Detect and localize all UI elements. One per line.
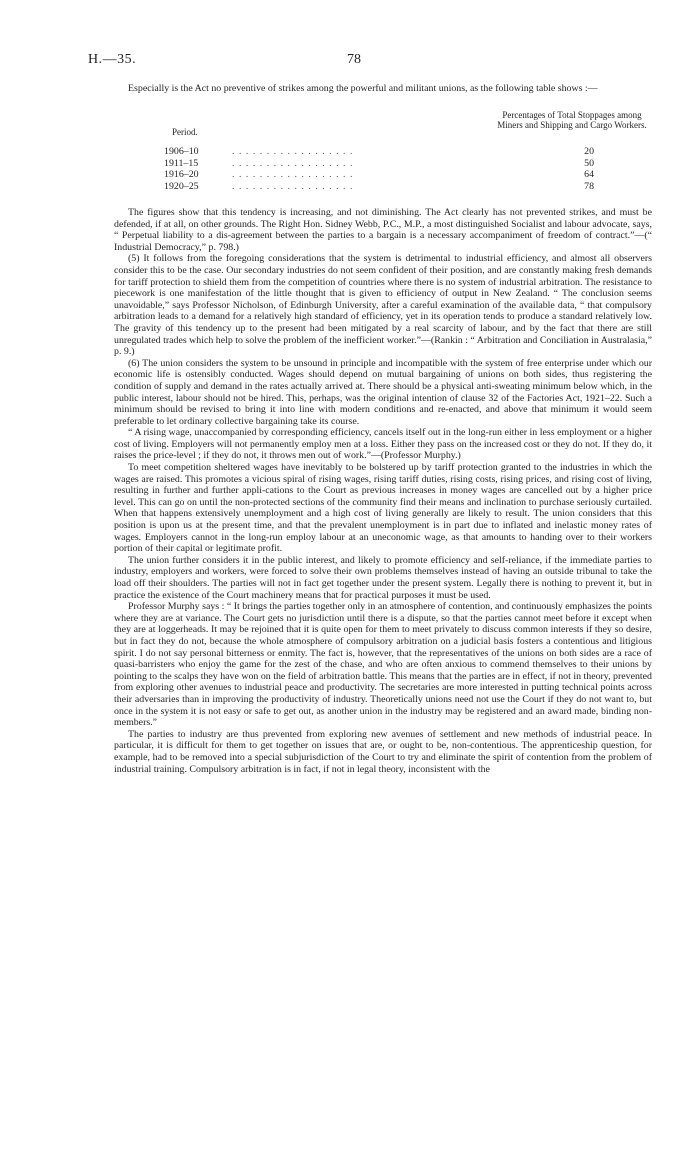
- page-number: 78: [347, 52, 361, 67]
- table-row: [114, 158, 652, 170]
- percentage-column-header: Percentages of Total Stoppages among Miners and Shipping and Cargo Workers.: [497, 110, 647, 131]
- leader-dots: . . . . . . . . . . . . . . . . . .: [232, 157, 354, 169]
- paragraph-figures: The figures show that this tendency is increasing, and not diminishing. The Act clearly has not prevented strikes, and must be defended, if at all, on other grounds. The Right Hon. Sidney Webb, P.C., M.P., a most distinguished Socialist and labour advocate, says, “ Perpetual liability to a dis-agreement between the parties to a bargain is a necessary accompaniment of freedom of contract.”—(“ Industrial Democracy,” p. 798.): [114, 207, 652, 253]
- table-cell-value: 50: [584, 157, 594, 169]
- table-cell-period: 1916–20: [164, 169, 199, 181]
- paragraph-murphy-contention: Professor Murphy says : “ It brings the parties together only in an atmosphere of contention, and continuously emphasizes the points where they are at variance. The Court gets no jurisdiction until there is a dispute, so that the parties cannot meet before it except when they are at loggerheads. It may be rejoined that it is quite open for them to meet privately to discuss common interests if they so desire, but in fact they do not, because the whole atmosphere of compulsory arbitration on a judicial basis fosters a contentious and litigious spirit. I do not say personal bitterness or enmity. The fact is, however, that the representatives of the unions on both sides are a race of quasi-barristers who enjoy the game for the zest of the chase, and who are often anxious to commend themselves to their unions by pointing to the scalps they have won on the field of arbitration battle. This means that the parties are in effect, if not in theory, prevented from exploring other avenues to industrial peace and productivity. The secretaries are more interested in putting technical points across their adversaries than in improving the productivity of industry. Theoretically unions need not use the Court if they do not want to, but once in the system it is not easy or safe to get out, as another union in the industry may be registered and an award made, binding non-members.”: [114, 601, 652, 729]
- table-row: [114, 169, 652, 181]
- body-paragraphs: [114, 207, 652, 775]
- stoppages-table: [114, 110, 652, 192]
- table-row: [114, 146, 652, 158]
- paragraph-5-efficiency: (5) It follows from the foregoing considerations that the system is detrimental to industrial efficiency, and almost all observers consider this to be the case. Our secondary industries do not seem confident of their position, and are constantly making fresh demands for tariff protection to shield them from the competition of countries where there is no system of industrial arbitration. The resistance to piecework is one manifestation of the little thought that is given to efficiency of output in New Zealand. “ The conclusion seems unavoidable,” says Professor Nicholson, of Edinburgh University, after a careful examination of the available data, “ that compulsory arbitration leads to a demand for a relatively high standard of efficiency, yet in its operation tends to produce a standard relatively low. The gravity of this tendency up to the present had been mitigated by a real scarcity of labour, and by the fact that there are still unregulated trades which help to solve the problem of the inefficient worker.”—(Rankin : “ Arbitration and Conciliation in Australasia,” p. 9.): [114, 253, 652, 358]
- paragraph-self-reliance: The union further considers it in the public interest, and likely to promote efficiency and self-reliance, if the immediate parties to industry, employers and workers, were forced to solve their own problems themselves instead of having an outside tribunal to take the load off their shoulders. The parties will not in fact get together under the present system. Legally there is nothing to prevent it, but in practice the existence of the Court machinery means that for practical purposes it must be used.: [114, 554, 652, 601]
- paragraph-quote-murphy-wage: “ A rising wage, unaccompanied by corresponding efficiency, cancels itself out in the long-run either in less employment or a higher cost of living. Employers will not permanently employ men at a loss. Either they pass on the increased cost or they do not. If they do, it raises the price-level ; if they do not, it throws men out of work.”—(Professor Murphy.): [114, 427, 652, 462]
- paragraph-tariff-spiral: To meet competition sheltered wages have inevitably to be bolstered up by tariff protection granted to the industries in which the wages are raised. This promotes a vicious spiral of rising wages, rising tariff duties, rising costs, rising prices, and rising cost of living, resulting in further and further appli-cations to the Court as previous increases in money wages are cancelled out by a higher price level. This can go on until the non-protected sections of the community find their means and inclination to purchase seriously curtailed. When that happens extensively unemployment and a high cost of living generally are likely to result. The union considers that this position is upon us at the present time, and that the prevalent unemployment is in part due to inflated and inelastic money rates of wages. Employers cannot in the long-run employ labour at an uneconomic wage, as that amounts to handing over to their workers portion of their capital or legitimate profit.: [114, 462, 652, 555]
- table-row: [114, 181, 652, 193]
- table-header: [114, 110, 652, 146]
- document-reference: H.—35.: [88, 52, 137, 67]
- leader-dots: . . . . . . . . . . . . . . . . . .: [232, 180, 354, 192]
- intro-text-block: [114, 83, 652, 95]
- table-cell-value: 20: [584, 146, 594, 157]
- period-column-header: Period.: [172, 127, 198, 137]
- table-cell-value: 78: [584, 180, 594, 192]
- table-cell-period: 1920–25: [164, 180, 199, 192]
- paragraph-6-principle: (6) The union considers the system to be unsound in principle and incompatible with the system of free enterprise under which our economic life is ostensibly conducted. Wages should depend on mutual bargaining of unions on both sides, thus registering the condition of supply and demand in the rates actually arrived at. There should be a physical anti-sweating minimum below which, in the public interest, labour should not be hired. This, perhaps, was the original intention of clause 32 of the Factories Act, 1921–22. Such a minimum should be revised to bring it into line with modern conditions and re-enacted, and above that minimum it would seem preferable to let ordinary collective bargaining take its course.: [114, 357, 652, 427]
- table-cell-period: 1911–15: [164, 157, 199, 169]
- leader-dots: . . . . . . . . . . . . . . . . . .: [232, 146, 354, 157]
- intro-paragraph: Especially is the Act no preventive of strikes among the powerful and militant unions, as the following table shows :—: [128, 83, 598, 94]
- table-cell-period: 1906–10: [164, 146, 199, 157]
- leader-dots: . . . . . . . . . . . . . . . . . .: [232, 169, 354, 181]
- paragraph-new-avenues: The parties to industry are thus prevented from exploring new avenues of settlement and new methods of industrial peace. In particular, it is difficult for them to get together on issues that are, or ought to be, non-contentious. The apprenticeship question, for example, had to be removed into a special subjurisdiction of the Court to try and eliminate the spirit of contention from the problem of industrial training. Compulsory arbitration is in fact, if not in legal theory, inconsistent with the: [114, 728, 652, 775]
- table-cell-value: 64: [584, 169, 594, 181]
